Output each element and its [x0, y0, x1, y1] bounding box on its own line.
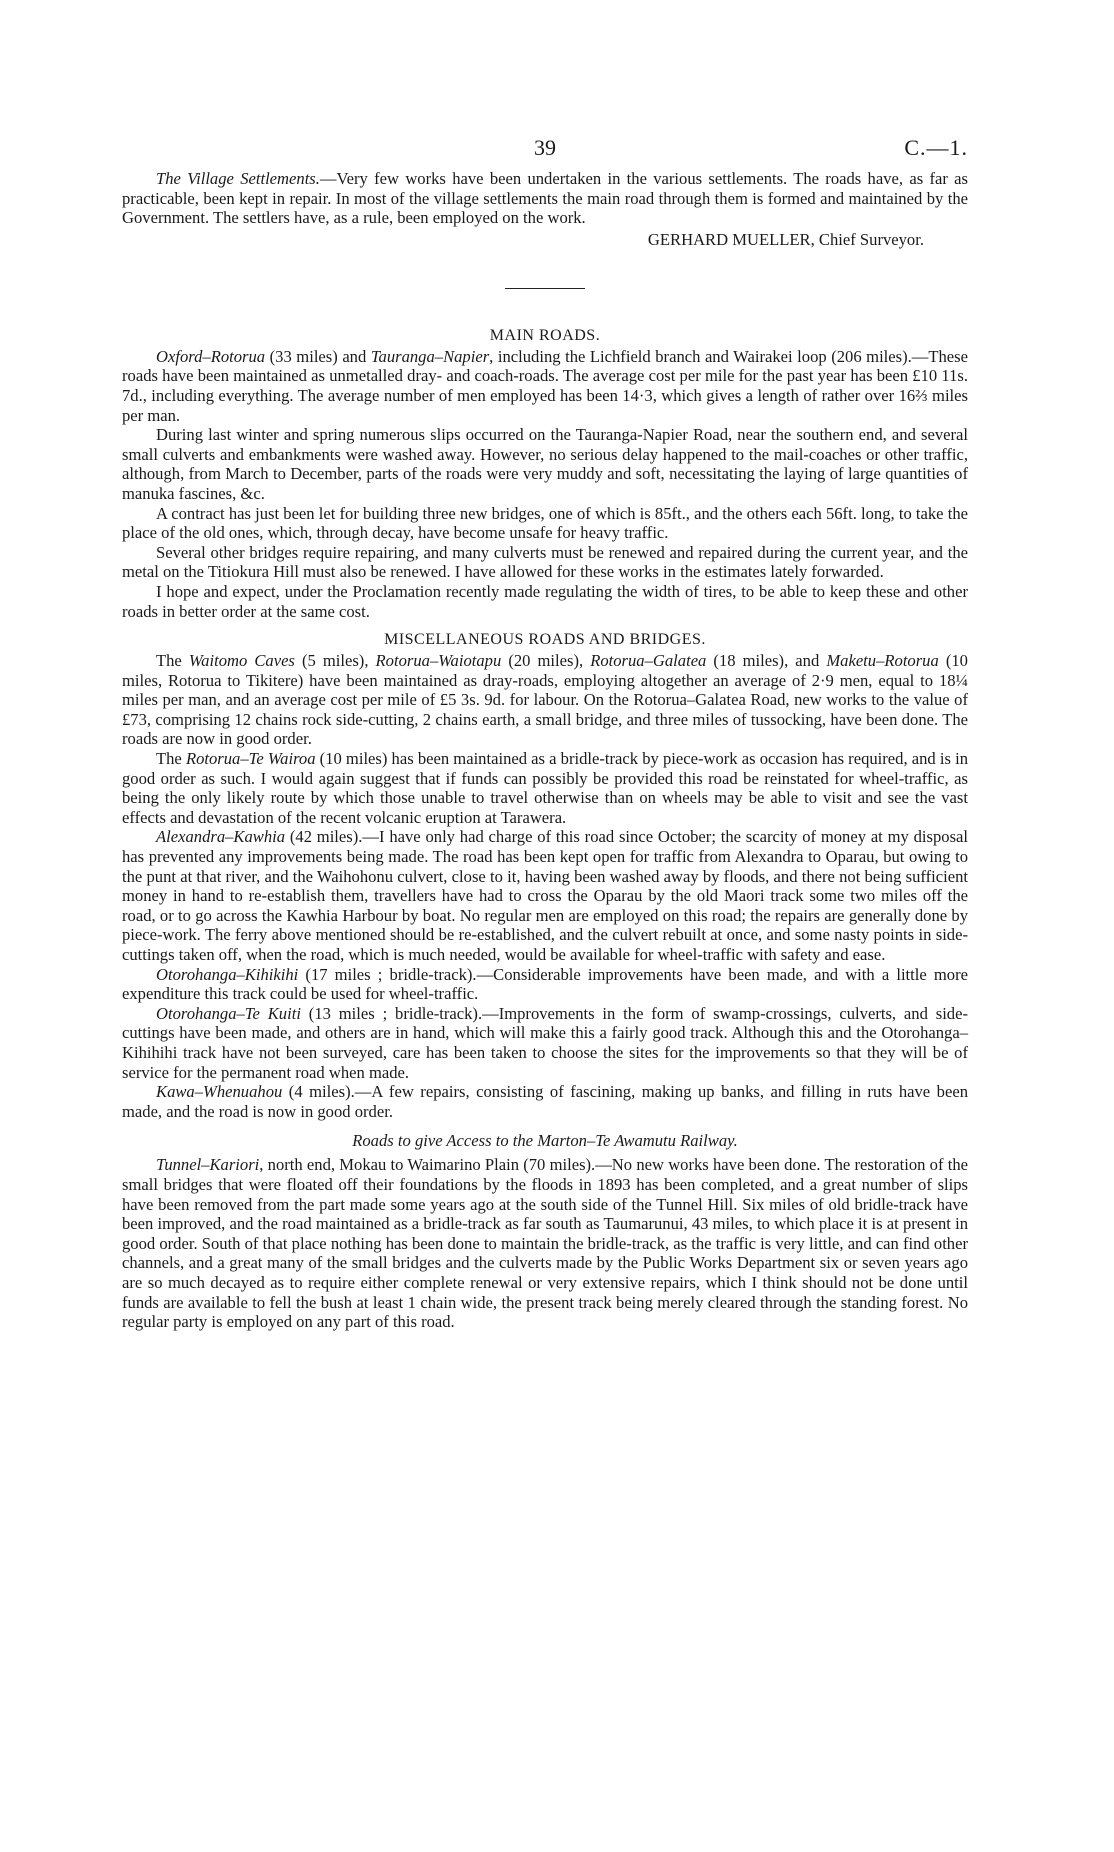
text-run: (4 miles).—A few repairs, consisting of fascining, making up banks, and filling in ruts have been made, and the road is now in good order.: [122, 1082, 968, 1121]
road-name: Rotorua–Te Wairoa: [185, 749, 316, 769]
village-settlements-paragraph: [122, 169, 968, 228]
page-header: [122, 135, 968, 169]
village-heading: The Village Settlements.: [156, 169, 320, 188]
misc-paragraph-2: [122, 749, 968, 827]
text-run: (10 miles) has been maintained as a bridle-track by piece-work as occasion has required, and is in good order as such. I would again suggest that if funds can possibly be provided this road be reinstated for wheel-traffic, as being the only likely route by which those unable to travel otherwise than on wheels may be able to visit and see the vast effects and devastation of the recent volcanic eruption at Tarawera.: [122, 749, 968, 827]
misc-paragraph-5: [122, 1004, 968, 1082]
road-name: Oxford–Rotorua: [156, 346, 266, 366]
main-roads-paragraph-3: A contract has just been let for building three new bridges, one of which is 85ft., and the others each 56ft. long, to take the place of the old ones, which, through decay, have become unsafe for heavy traffic.: [122, 503, 968, 543]
road-name: Otorohanga–Kihikihi: [156, 964, 299, 984]
village-text: —Very few works have been undertaken in the various settlements. The roads have, as far as practicable, been kept in repair. In most of the village settlements the main road through them is formed and maintained by the Government. The settlers have, as a rule, been employed on the work.: [122, 169, 968, 228]
text-run: (17 miles ; bridle-track).—Considerable improvements have been made, and with a little more expenditure this track could be used for wheel-traffic.: [122, 964, 968, 1004]
text-run: (5 miles),: [294, 651, 376, 671]
text-run: (13 miles ; bridle-track).—Improvements in the form of swamp-crossings, culverts, and side-cuttings have been made, and others are in hand, which will make this a fairly good track. Although this and the Otorohanga–Kihihihi track have not been surveyed, care has been taken to choose the sites for the improvements so that they will be of service for the permanent road when made.: [122, 1003, 968, 1082]
road-name: Alexandra–Kawhia: [156, 827, 286, 847]
main-roads-heading: MAIN ROADS.: [489, 326, 601, 344]
road-name: Kawa–Whenuahou: [156, 1082, 283, 1102]
section-divider: [505, 288, 585, 289]
main-roads-paragraph-2: During last winter and spring numerous slips occurred on the Tauranga-Napier Road, near the southern end, and several small culverts and embankments were washed away. However, no serious delay happened to the mail-coaches or other traffic, although, from March to December, parts of the roads were very muddy and soft, necessitating the laying of large quantities of manuka fascines, &c.: [122, 425, 968, 503]
road-name: Tunnel–Kariori: [156, 1155, 260, 1175]
marton-paragraph-1: [122, 1155, 968, 1331]
road-name: Maketu–Rotorua: [826, 651, 939, 671]
main-roads-paragraph-4: Several other bridges require repairing, and many culverts must be renewed and repaired during the current year, and the metal on the Titiokura Hill must also be renewed. I have allowed for these works in the estimates lately forwarded.: [122, 542, 968, 582]
text-run: The: [156, 651, 189, 671]
misc-paragraph-3: [122, 827, 968, 964]
text-run: (42 miles).—I have only had charge of this road since October; the scarcity of money at my disposal has prevented any improvements being made. The road has been kept open for traffic from Alexandra to Oparau, but owing to the punt at that river, and the Waihohonu culvert, close to it, having been washed away by floods, and there not being sufficient money in hand to re-establish them, travellers have had to cross the Oparau by the old Maori track some two miles off the road, or to go across the Kawhia Harbour by boat. No regular men are employed on this road; the repairs are generally done by piece-work. The ferry above mentioned should be re-established, and the culvert rebuilt at once, and some nasty points in side-cuttings taken off, when the road, which is much needed, would be available for wheel-traffic with safety and ease.: [122, 827, 968, 964]
text-run: (10 miles, Rotorua to Tikitere) have been maintained as dray-roads, employing altogether an average of 2·9 men, equal to 18¼ miles per man, and an average cost per mile of £5 3s. 9d. for labour. On the Rotorua–Galatea Road, new works to the value of £73, comprising 12 chains rock side-cutting, 2 chains earth, a small bridge, and three miles of tussocking, have been done. The roads are now in good order.: [122, 651, 968, 749]
text-run: , including the Lichfield branch and Wairakei loop (206 miles).—These roads have been maintained as unmetalled dray- and coach-roads. The average cost per mile for the past year has been £10 11s. 7d., including everything. The average number of men employed has been 14·3, which gives a length of rather over 16⅔ miles per man.: [122, 346, 968, 425]
misc-paragraph-6: [122, 1082, 968, 1121]
misc-paragraph-4: [122, 965, 968, 1004]
page-number: 39: [534, 135, 556, 160]
marton-heading: Roads to give Access to the Marton–Te Awamutu Railway.: [352, 1131, 738, 1151]
text-run: (18 miles), and: [706, 651, 827, 671]
text-run: (20 miles),: [501, 651, 591, 671]
signature: GERHARD MUELLER, Chief Surveyor.: [647, 229, 924, 249]
road-name: Otorohanga–Te Kuiti: [156, 1003, 301, 1023]
text-run: The: [156, 749, 186, 769]
text-run: (33 miles) and: [265, 346, 371, 366]
road-name: Rotorua–Galatea: [590, 651, 707, 671]
main-roads-paragraph-5: I hope and expect, under the Proclamation recently made regulating the width of tires, to be able to keep these and other roads in better order at the same cost.: [122, 581, 968, 621]
document-code: C.—1.: [904, 135, 968, 160]
road-name: Tauranga–Napier: [370, 346, 490, 366]
document-page: [122, 135, 968, 1332]
road-name: Waitomo Caves: [188, 651, 295, 671]
misc-roads-heading: MISCELLANEOUS ROADS AND BRIDGES.: [384, 631, 706, 649]
main-roads-paragraph-1: [122, 347, 968, 425]
misc-paragraph-1: [122, 651, 968, 749]
text-run: , north end, Mokau to Waimarino Plain (70 miles).—No new works have been done. The restoration of the small bridges that were floated off their foundations by the floods in 1893 has been completed, and a great number of slips have been removed from the part made some years ago at the south side of the Tunnel Hill. Six miles of old bridle-track have been improved, and the road maintained as a bridle-track as far south as Taumarunui, 43 miles, to which place it is at present in good order. South of that place nothing has been done to maintain the bridle-track, as the traffic is very little, and can find other channels, and a great many of the small bridges and the culverts made by the Public Works Department six or seven years ago are so much decayed as to require either complete renewal or very extensive repairs, which I think should not be done until funds are available to fell the bush at least 1 chain wide, the present track being merely cleared through the standing forest. No regular party is employed on any part of this road.: [122, 1155, 968, 1332]
road-name: Rotorua–Waiotapu: [375, 651, 502, 671]
